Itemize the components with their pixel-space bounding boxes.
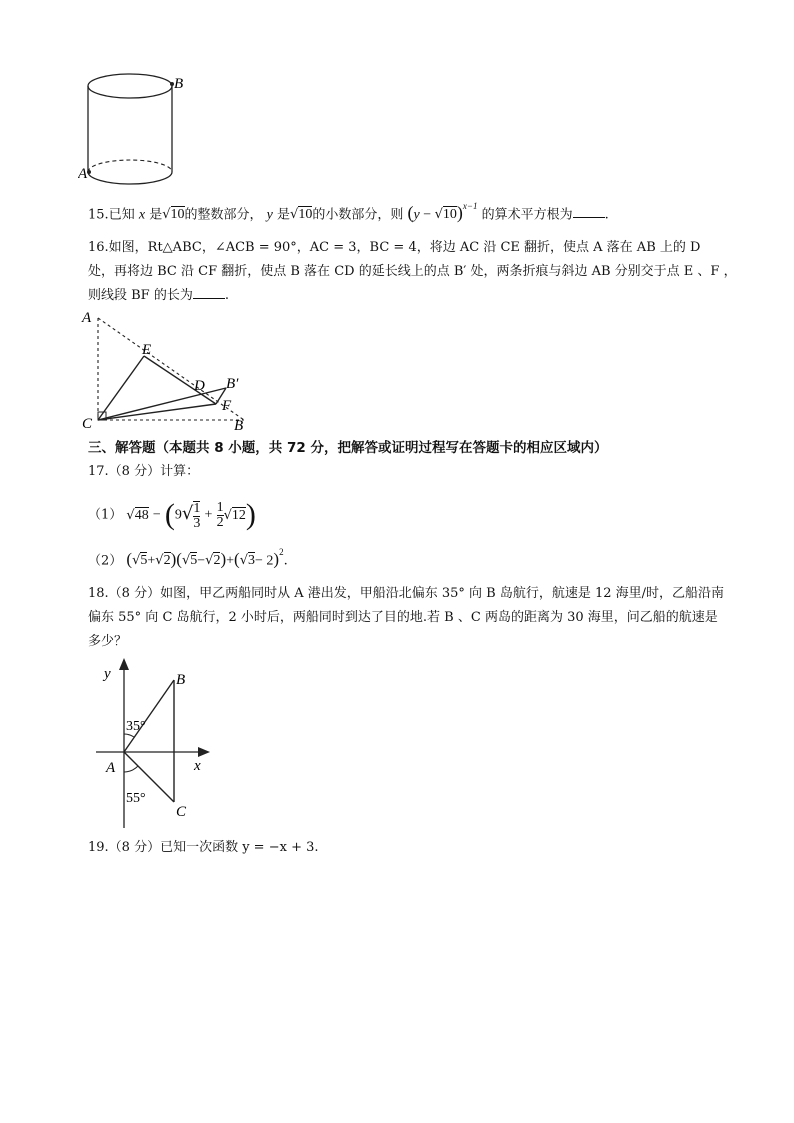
answer-blank-16[interactable] (193, 286, 225, 299)
ships-bearing-figure (96, 656, 222, 834)
question-17-part-1: （1） √48 − (9√ $\frac{1}{3}$ + $\frac{1}{2}$ √12) (88, 498, 256, 531)
cylinder-figure (78, 66, 190, 190)
section-3-title: 三、解答题（本题共 8 小题，共 72 分，把解答或证明过程写在答题卡的相应区域内） (88, 440, 608, 456)
svg-text:A: A (82, 310, 92, 326)
question-16-line-1: 16.如图，Rt△ABC，∠ACB = 90°，AC = 3，BC = 4，将边 AC 沿 CE 翻折，使点 A 落在 AB 上的 D (88, 240, 701, 255)
question-19: 19.（8 分）已知一次函数 y = −x + 3. (88, 840, 319, 855)
question-18-line-3: 多少？ (88, 634, 128, 649)
svg-text:E: E (142, 342, 152, 358)
answer-blank-15[interactable] (573, 205, 605, 218)
question-17-part-2: （2） $(√5+√2)(√5-√2)+(√3- 2)^2$. (88, 547, 288, 569)
question-16-line-3: 则线段 BF 的长为 . (88, 288, 229, 303)
svg-text:C: C (176, 804, 187, 820)
question-18-line-1: 18.（8 分）如图，甲乙两船同时从 A 港出发，甲船沿北偏东 35° 向 B 岛航行，航速是 12 海里/时，乙船沿南 (88, 586, 725, 601)
svg-text:B: B (176, 672, 186, 688)
svg-text:D: D (194, 378, 205, 394)
svg-text:B: B (234, 418, 244, 434)
svg-text:y: y (104, 666, 111, 682)
triangle-fold-figure (76, 306, 266, 434)
svg-text:x: x (194, 758, 201, 774)
cylinder-label-b: B (174, 76, 184, 92)
svg-text:35°: 35° (126, 719, 146, 734)
question-18-line-2: 偏东 55° 向 C 岛航行，2 小时后，两船同时到达了目的地.若 B 、C 两岛的距离为 30 海里，问乙船的航速是 (88, 610, 718, 625)
svg-text:A: A (106, 760, 116, 776)
svg-text:55°: 55° (126, 791, 146, 806)
svg-text:B′: B′ (226, 376, 239, 392)
question-17-title: 17.（8 分）计算： (88, 464, 200, 479)
cylinder-label-a: A (78, 166, 88, 182)
svg-text:C: C (82, 416, 93, 432)
svg-text:F: F (222, 398, 232, 414)
question-15: 15.已知 x 是√10的整数部分， y 是√10的小数部分，则 $(y - √10)^{x-1}$ 的算术平方根为 . (88, 201, 609, 223)
question-16-line-2: 处，再将边 BC 沿 CF 翻折，使点 B 落在 CD 的延长线上的点 B′ 处，两条折痕与斜边 AB 分别交于点 E 、F ， (88, 264, 737, 279)
